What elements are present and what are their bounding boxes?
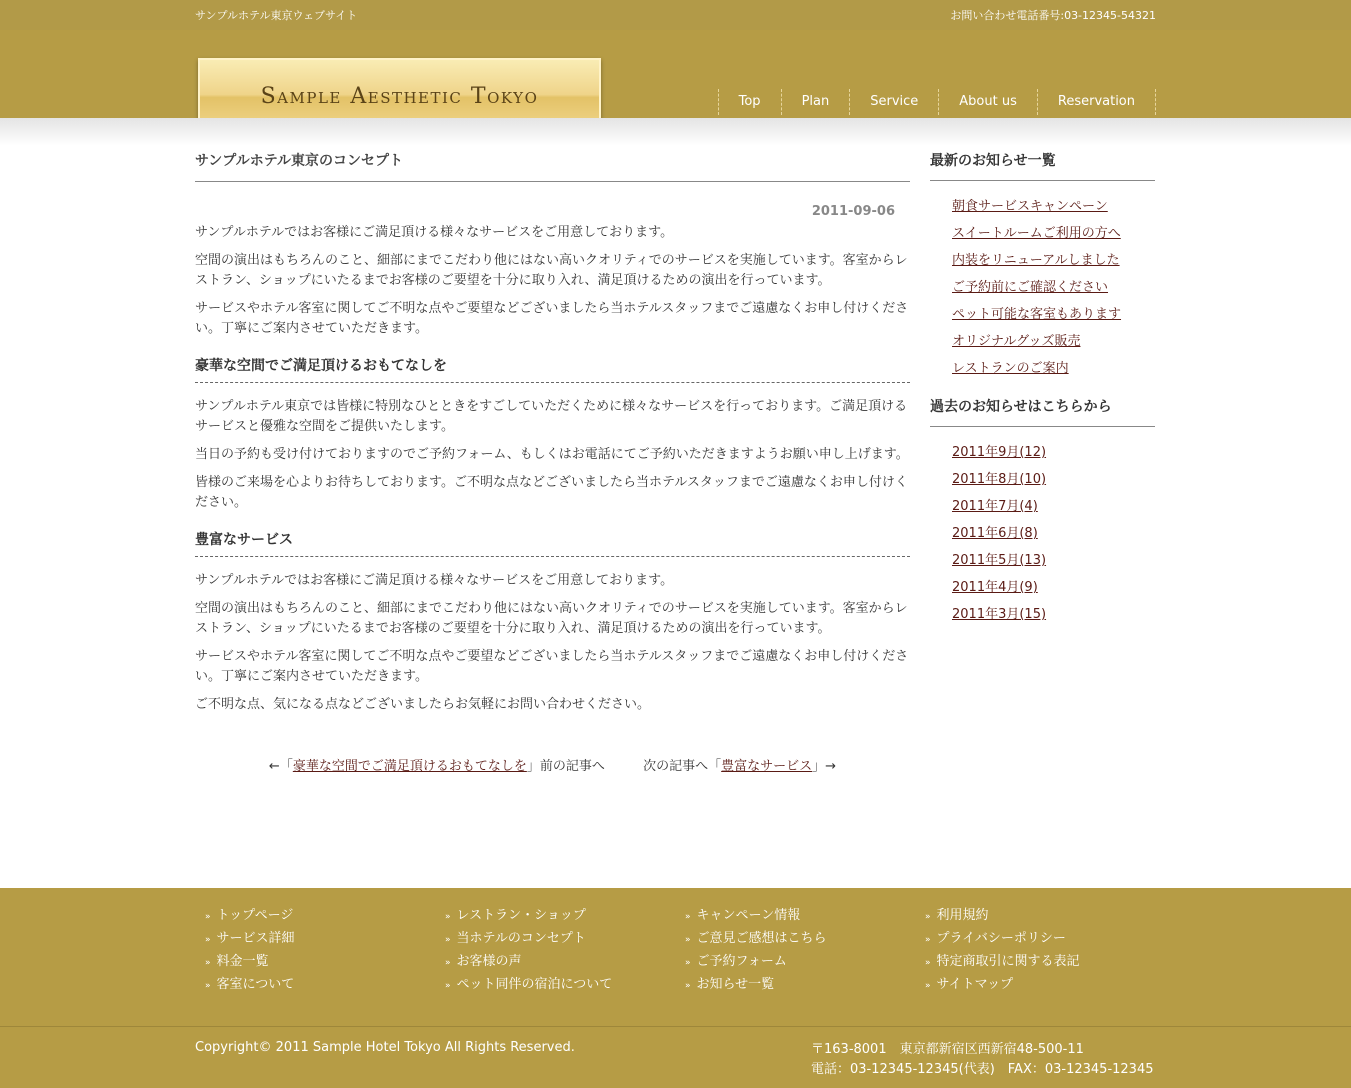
list-item	[952, 547, 1155, 574]
bullet-icon: »	[445, 935, 451, 945]
section-heading-hospitality: 豪華な空間でご満足頂けるおもてなしを	[195, 355, 910, 383]
footer-link[interactable]	[925, 974, 1165, 997]
bullet-icon: »	[205, 912, 211, 922]
footer-link-label: お客様の声	[456, 954, 522, 969]
contact-phone: お問い合わせ電話番号:03-12345-54321	[950, 9, 1156, 22]
nav-plan[interactable]: Plan	[781, 89, 850, 115]
news-link[interactable]: スイートルームご利用の方へ	[952, 226, 1121, 241]
footer-link[interactable]	[685, 928, 925, 951]
bullet-icon: »	[925, 912, 931, 922]
footer-column	[925, 905, 1165, 997]
footer-link-label: 当ホテルのコンセプト	[456, 931, 586, 946]
archive-link[interactable]: 2011年6月(8)	[952, 526, 1038, 541]
global-nav	[718, 89, 1156, 115]
footer-link[interactable]	[205, 951, 445, 974]
nav-top[interactable]: Top	[718, 89, 781, 115]
footer-link-label: お知らせ一覧	[696, 977, 775, 992]
section-paragraph: 皆様のご来場を心よりお待ちしております。ご不明な点などございましたら当ホテルスタッフまでご遠慮なくお申し付けください。	[195, 475, 908, 510]
list-item	[952, 466, 1155, 493]
list-item	[952, 193, 1155, 220]
news-link[interactable]: ペット可能な客室もあります	[952, 307, 1122, 322]
next-post-link[interactable]: 豊富なサービス	[721, 759, 813, 774]
footer-nav	[205, 905, 1165, 997]
footer-link-label: サイトマップ	[936, 977, 1014, 992]
footer-column	[445, 905, 685, 997]
archive-list	[930, 427, 1155, 628]
archive-link[interactable]: 2011年9月(12)	[952, 445, 1047, 460]
list-item	[952, 439, 1155, 466]
footer-link[interactable]	[685, 974, 925, 997]
bullet-icon: »	[925, 935, 931, 945]
nav-service[interactable]: Service	[849, 89, 938, 115]
footer	[0, 888, 1351, 1088]
intro-paragraph: 空間の演出はもちろんのこと、細部にまでこだわり他にはない高いクオリティでのサービスを実施しています。客室からレストラン、ショップにいたるまでお客様のご要望を十分に取り入れ、満足頂けるための演出を行っています。	[195, 253, 908, 288]
section-paragraph: ご不明な点、気になる点などございましたらお気軽にお問い合わせください。	[195, 697, 651, 712]
archive-link[interactable]: 2011年3月(15)	[952, 607, 1047, 622]
footer-link-label: トップページ	[216, 908, 294, 923]
footer-link-label: キャンペーン情報	[696, 908, 801, 923]
top-bar	[0, 0, 1351, 30]
footer-link-label: ペット同伴の宿泊について	[456, 977, 613, 992]
bullet-icon: »	[445, 958, 451, 968]
footer-link[interactable]	[205, 905, 445, 928]
bullet-icon: »	[925, 981, 931, 991]
bullet-icon: »	[925, 958, 931, 968]
next-post-prefix: 次の記事へ「	[643, 759, 722, 774]
main-content	[195, 150, 910, 774]
footer-divider	[0, 1026, 1351, 1027]
footer-link[interactable]	[685, 905, 925, 928]
news-link[interactable]: レストランのご案内	[952, 361, 1069, 376]
footer-link[interactable]	[445, 951, 685, 974]
list-item	[952, 493, 1155, 520]
footer-link-label: プライバシーポリシー	[936, 931, 1066, 946]
prev-post-prefix: ←「	[268, 759, 293, 774]
footer-link[interactable]	[205, 928, 445, 951]
bullet-icon: »	[205, 958, 211, 968]
footer-column	[685, 905, 925, 997]
list-item	[952, 601, 1155, 628]
post-date: 2011-09-06	[811, 204, 895, 219]
nav-reservation[interactable]: Reservation	[1037, 89, 1156, 115]
footer-link-label: ご意見ご感想はこちら	[696, 931, 827, 946]
archive-link[interactable]: 2011年7月(4)	[952, 499, 1038, 514]
bullet-icon: »	[445, 912, 451, 922]
news-link[interactable]: 朝食サービスキャンペーン	[952, 199, 1108, 214]
list-item	[952, 274, 1155, 301]
list-item	[952, 220, 1155, 247]
footer-link[interactable]	[445, 974, 685, 997]
sidebar	[930, 150, 1155, 628]
bullet-icon: »	[685, 912, 691, 922]
footer-link[interactable]	[205, 974, 445, 997]
news-heading: 最新のお知らせ一覧	[930, 150, 1155, 181]
bullet-icon: »	[685, 958, 691, 968]
footer-link[interactable]	[925, 951, 1165, 974]
list-item	[952, 247, 1155, 274]
footer-link[interactable]	[445, 905, 685, 928]
footer-link-label: ご予約フォーム	[696, 954, 787, 969]
footer-link[interactable]	[445, 928, 685, 951]
bullet-icon: »	[205, 981, 211, 991]
section-paragraph: サービスやホテル客室に関してご不明な点やご要望などございましたら当ホテルスタッフまでご遠慮なくお申し付けください。丁寧にご案内させていただきます。	[195, 649, 909, 684]
address-line: 〒163-8001 東京都新宿区西新宿48-500-11	[811, 1042, 1084, 1057]
copyright: Copyright© 2011 Sample Hotel Tokyo All Rights Reserved.	[195, 1040, 575, 1055]
footer-link[interactable]	[685, 951, 925, 974]
footer-column	[205, 905, 445, 997]
footer-link-label: レストラン・ショップ	[456, 908, 586, 923]
intro-paragraph: サンプルホテルではお客様にご満足頂ける様々なサービスをご用意しております。	[195, 225, 674, 240]
news-link[interactable]: オリジナルグッズ販売	[952, 334, 1081, 349]
footer-link-label: 料金一覧	[216, 954, 269, 969]
logo-text: Sample Aesthetic Tokyo	[260, 83, 539, 109]
footer-link[interactable]	[925, 905, 1165, 928]
list-item	[952, 301, 1155, 328]
header-shadow	[0, 118, 1351, 146]
bullet-icon: »	[685, 981, 691, 991]
section-paragraph: 当日の予約も受け付けておりますのでご予約フォーム、もしくはお電話にてご予約いただきますようお願い申し上げます。	[195, 447, 909, 462]
news-link[interactable]: ご予約前にご確認ください	[952, 280, 1109, 295]
nav-about-us[interactable]: About us	[938, 89, 1037, 115]
footer-link-label: 特定商取引に関する表記	[936, 954, 1080, 969]
list-item	[952, 355, 1155, 382]
section-heading-services: 豊富なサービス	[195, 529, 910, 557]
archive-link[interactable]: 2011年8月(10)	[952, 472, 1047, 487]
archive-link[interactable]: 2011年4月(9)	[952, 580, 1038, 595]
prev-post-link[interactable]: 豪華な空間でご満足頂けるおもてなしを	[292, 759, 527, 774]
contact-line: 電話：03-12345-12345(代表) FAX：03-12345-12345	[811, 1062, 1154, 1077]
list-item	[952, 520, 1155, 547]
bullet-icon: »	[445, 981, 451, 991]
page-title: サンプルホテル東京のコンセプト	[195, 150, 910, 182]
bullet-icon: »	[205, 935, 211, 945]
footer-link[interactable]	[925, 928, 1165, 951]
intro-paragraph: サービスやホテル客室に関してご不明な点やご要望などございましたら当ホテルスタッフまでご遠慮なくお申し付けください。丁寧にご案内させていただきます。	[195, 301, 909, 336]
list-item	[952, 574, 1155, 601]
bullet-icon: »	[685, 935, 691, 945]
archive-heading: 過去のお知らせはこちらから	[930, 396, 1155, 427]
post-navigation	[195, 755, 910, 774]
archive-link[interactable]: 2011年5月(13)	[952, 553, 1047, 568]
section-paragraph: サンプルホテルではお客様にご満足頂ける様々なサービスをご用意しております。	[195, 573, 674, 588]
prev-post-suffix: 」前の記事へ	[526, 759, 605, 774]
site-name: サンプルホテル東京ウェブサイト	[195, 9, 358, 22]
address-block	[811, 1040, 1154, 1080]
news-link[interactable]: 内装をリニューアルしました	[952, 253, 1120, 268]
next-post-suffix: 」→	[812, 759, 837, 774]
header	[0, 30, 1351, 118]
footer-link-label: サービス詳細	[216, 931, 295, 946]
section-paragraph: 空間の演出はもちろんのこと、細部にまでこだわり他にはない高いクオリティでのサービスを実施しています。客室からレストラン、ショップにいたるまでお客様のご要望を十分に取り入れ、満足頂けるための演出を行っています。	[195, 601, 908, 636]
footer-link-label: 客室について	[216, 977, 295, 992]
list-item	[952, 328, 1155, 355]
footer-link-label: 利用規約	[936, 908, 989, 923]
news-list	[930, 181, 1155, 382]
section-paragraph: サンプルホテル東京では皆様に特別なひとときをすごしていただくために様々なサービスを行っております。ご満足頂けるサービスと優雅な空間をご提供いたします。	[195, 399, 908, 434]
